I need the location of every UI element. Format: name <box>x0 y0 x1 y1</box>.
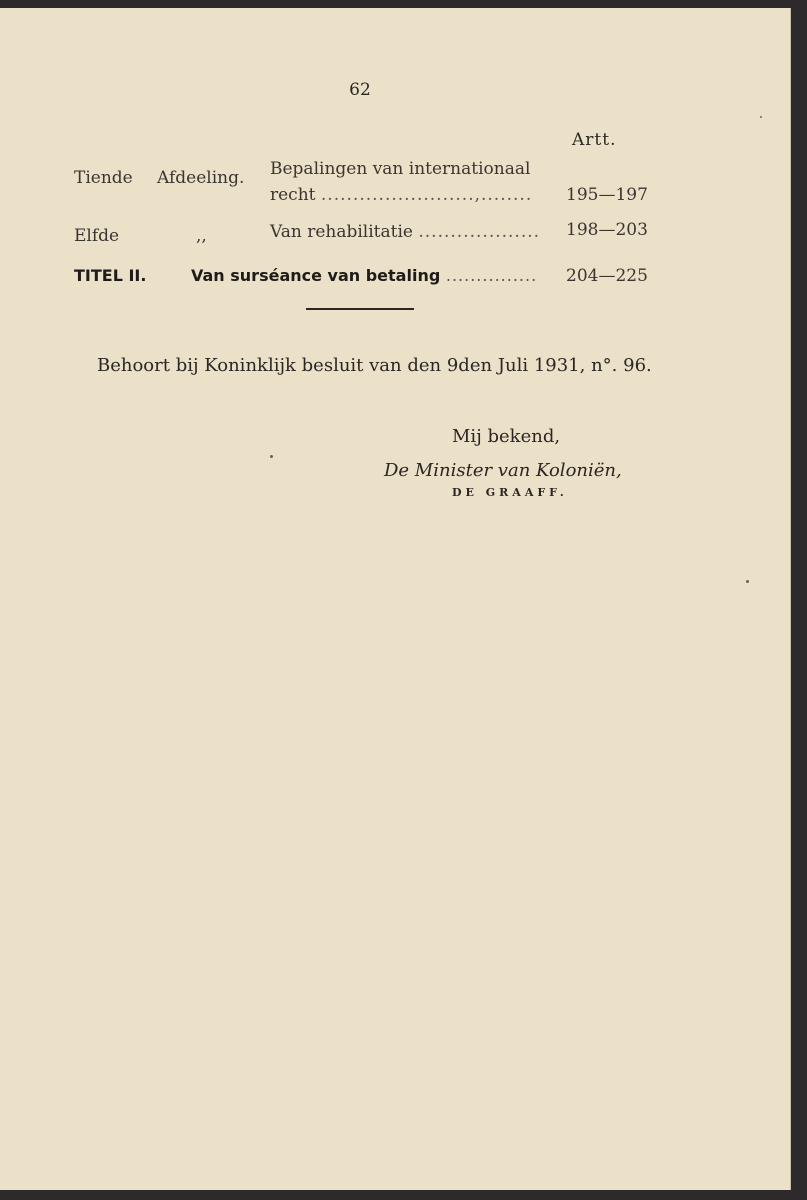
toc-row-2-title <box>270 222 540 242</box>
toc-row-2-leader-dots: ................... <box>418 222 541 242</box>
toc-row-1-title-line1: Bepalingen van internationaal <box>270 159 531 179</box>
signature-name: DE GRAAFF. <box>452 486 568 499</box>
toc-row-3-label: TITEL II. <box>74 266 147 285</box>
toc-row-1-title-line2 <box>270 185 532 205</box>
toc-row-1-range: 195—197 <box>566 185 648 205</box>
toc-row-1-ordinal: Tiende <box>74 168 133 188</box>
toc-row-2-ordinal: Elfde <box>74 226 120 246</box>
paper-speck <box>746 580 749 583</box>
toc-row-1-unit: Afdeeling. <box>157 168 245 188</box>
signature-known: Mij bekend, <box>452 426 561 447</box>
toc-row-1-title-line2-text: recht <box>270 185 316 205</box>
signature-minister: De Minister van Koloniën, <box>384 460 622 481</box>
toc-row-2-title-text: Van rehabilitatie <box>270 222 413 242</box>
page-number: 62 <box>349 80 371 100</box>
paper-speck <box>270 455 273 458</box>
section-divider <box>306 308 414 310</box>
paper-speck <box>760 116 762 118</box>
toc-row-3-title-text: Van surséance van betaling <box>191 266 441 285</box>
toc-row-2-range: 198—203 <box>566 220 648 240</box>
toc-row-2-unit: ,, <box>196 226 207 246</box>
toc-row-3-leader-dots: ............... <box>445 266 538 285</box>
decree-line: Behoort bij Koninklijk besluit van den 9den Juli 1931, n°. 96. <box>97 355 652 376</box>
toc-row-3-range: 204—225 <box>566 266 648 286</box>
document-page <box>0 8 791 1190</box>
toc-row-1-leader-dots: ........................,........ <box>320 185 533 205</box>
articles-column-header: Artt. <box>572 130 617 150</box>
toc-row-3-title <box>191 266 537 285</box>
